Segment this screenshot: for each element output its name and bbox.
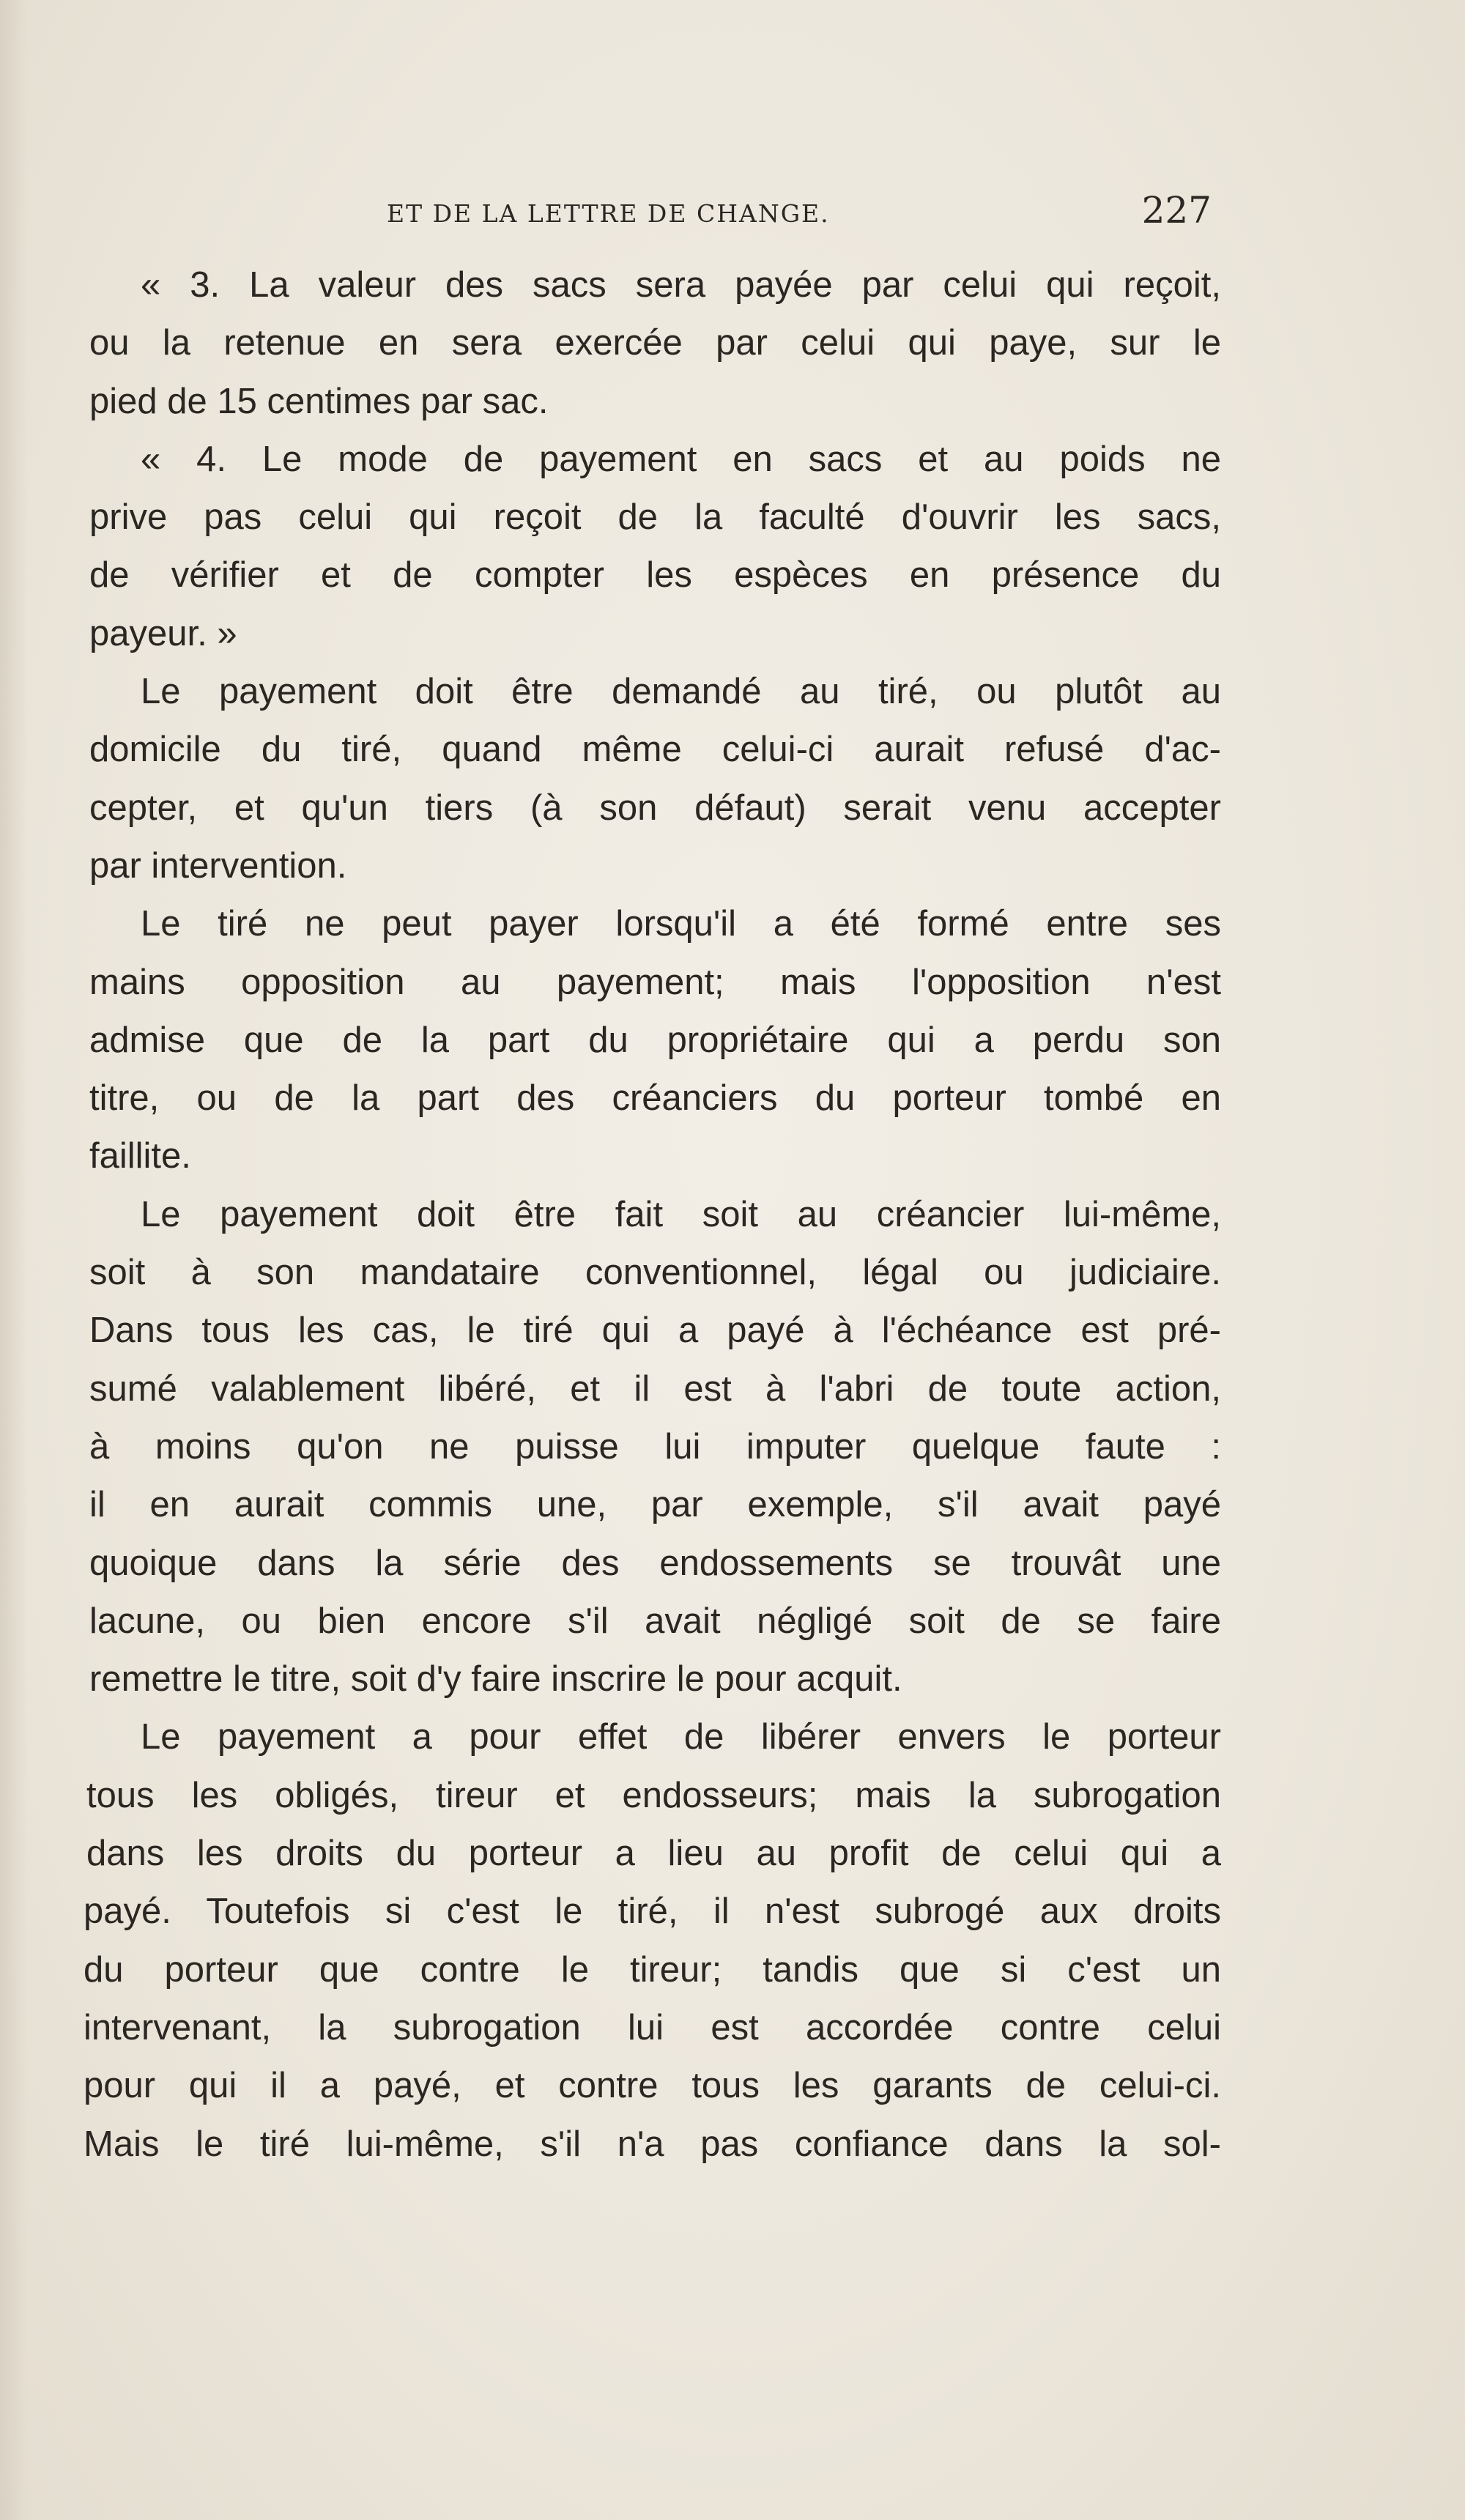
text-line: admise que de la part du propriétaire qui a perdu son bbox=[89, 1020, 1221, 1060]
text-line: remettre le titre, soit d'y faire inscrire le pour acquit. bbox=[89, 1659, 902, 1700]
text-line: pied de 15 centimes par sac. bbox=[89, 381, 549, 421]
text-line: mains opposition au payement; mais l'opposition n'est bbox=[89, 962, 1221, 1002]
text-line: domicile du tiré, quand même celui-ci aurait refusé d'ac- bbox=[89, 730, 1221, 770]
text-line: pour qui il a payé, et contre tous les garants de celui-ci. bbox=[84, 2066, 1221, 2106]
page-number: 227 bbox=[1141, 189, 1212, 231]
running-title: ET DE LA LETTRE DE CHANGE. bbox=[387, 199, 830, 228]
text-line: Le payement a pour effet de libérer envers le porteur bbox=[141, 1717, 1221, 1757]
body-text bbox=[84, 256, 1221, 2174]
text-line: tous les obligés, tireur et endosseurs; mais la subrogation bbox=[86, 1775, 1221, 1815]
page-header bbox=[86, 189, 1222, 245]
text-line: payeur. » bbox=[89, 613, 237, 653]
text-line: du porteur que contre le tireur; tandis que si c'est un bbox=[84, 1949, 1221, 1990]
text-line: dans les droits du porteur a lieu au profit de celui qui a bbox=[86, 1834, 1221, 1874]
text-line: cepter, et qu'un tiers (à son défaut) serait venu accepter bbox=[89, 788, 1221, 828]
text-line: prive pas celui qui reçoit de la faculté d'ouvrir les sacs, bbox=[89, 497, 1221, 538]
text-line: par intervention. bbox=[89, 845, 347, 886]
text-line: sumé valablement libéré, et il est à l'abri de toute action, bbox=[89, 1368, 1221, 1409]
text-line: Le tiré ne peut payer lorsqu'il a été formé entre ses bbox=[141, 904, 1221, 944]
text-line: soit à son mandataire conventionnel, légal ou judiciaire. bbox=[89, 1253, 1221, 1293]
text-line: de vérifier et de compter les espèces en présence du bbox=[89, 555, 1221, 596]
text-line: Le payement doit être fait soit au créancier lui-même, bbox=[141, 1194, 1221, 1234]
text-line: payé. Toutefois si c'est le tiré, il n'est subrogé aux droits bbox=[84, 1891, 1221, 1932]
text-line: ou la retenue en sera exercée par celui qui paye, sur le bbox=[89, 323, 1221, 363]
text-line: à moins qu'on ne puisse lui imputer quelque faute : bbox=[89, 1426, 1221, 1467]
gutter-shadow bbox=[0, 0, 28, 2520]
text-line: « 4. Le mode de payement en sacs et au poids ne bbox=[141, 439, 1221, 479]
text-line: intervenant, la subrogation lui est accordée contre celui bbox=[84, 2007, 1221, 2048]
text-line: titre, ou de la part des créanciers du porteur tombé en bbox=[89, 1078, 1221, 1119]
text-line: « 3. La valeur des sacs sera payée par celui qui reçoit, bbox=[141, 265, 1221, 305]
text-line: Dans tous les cas, le tiré qui a payé à l'échéance est pré- bbox=[89, 1311, 1221, 1351]
text-line: Le payement doit être demandé au tiré, ou plutôt au bbox=[141, 672, 1221, 712]
text-line: quoique dans la série des endossements se trouvât une bbox=[89, 1543, 1221, 1583]
text-line: faillite. bbox=[89, 1136, 191, 1176]
text-line: lacune, ou bien encore s'il avait négligé soit de se faire bbox=[89, 1601, 1221, 1641]
text-line: il en aurait commis une, par exemple, s'il avait payé bbox=[89, 1485, 1221, 1525]
text-line: Mais le tiré lui-même, s'il n'a pas confiance dans la sol- bbox=[84, 2124, 1221, 2164]
